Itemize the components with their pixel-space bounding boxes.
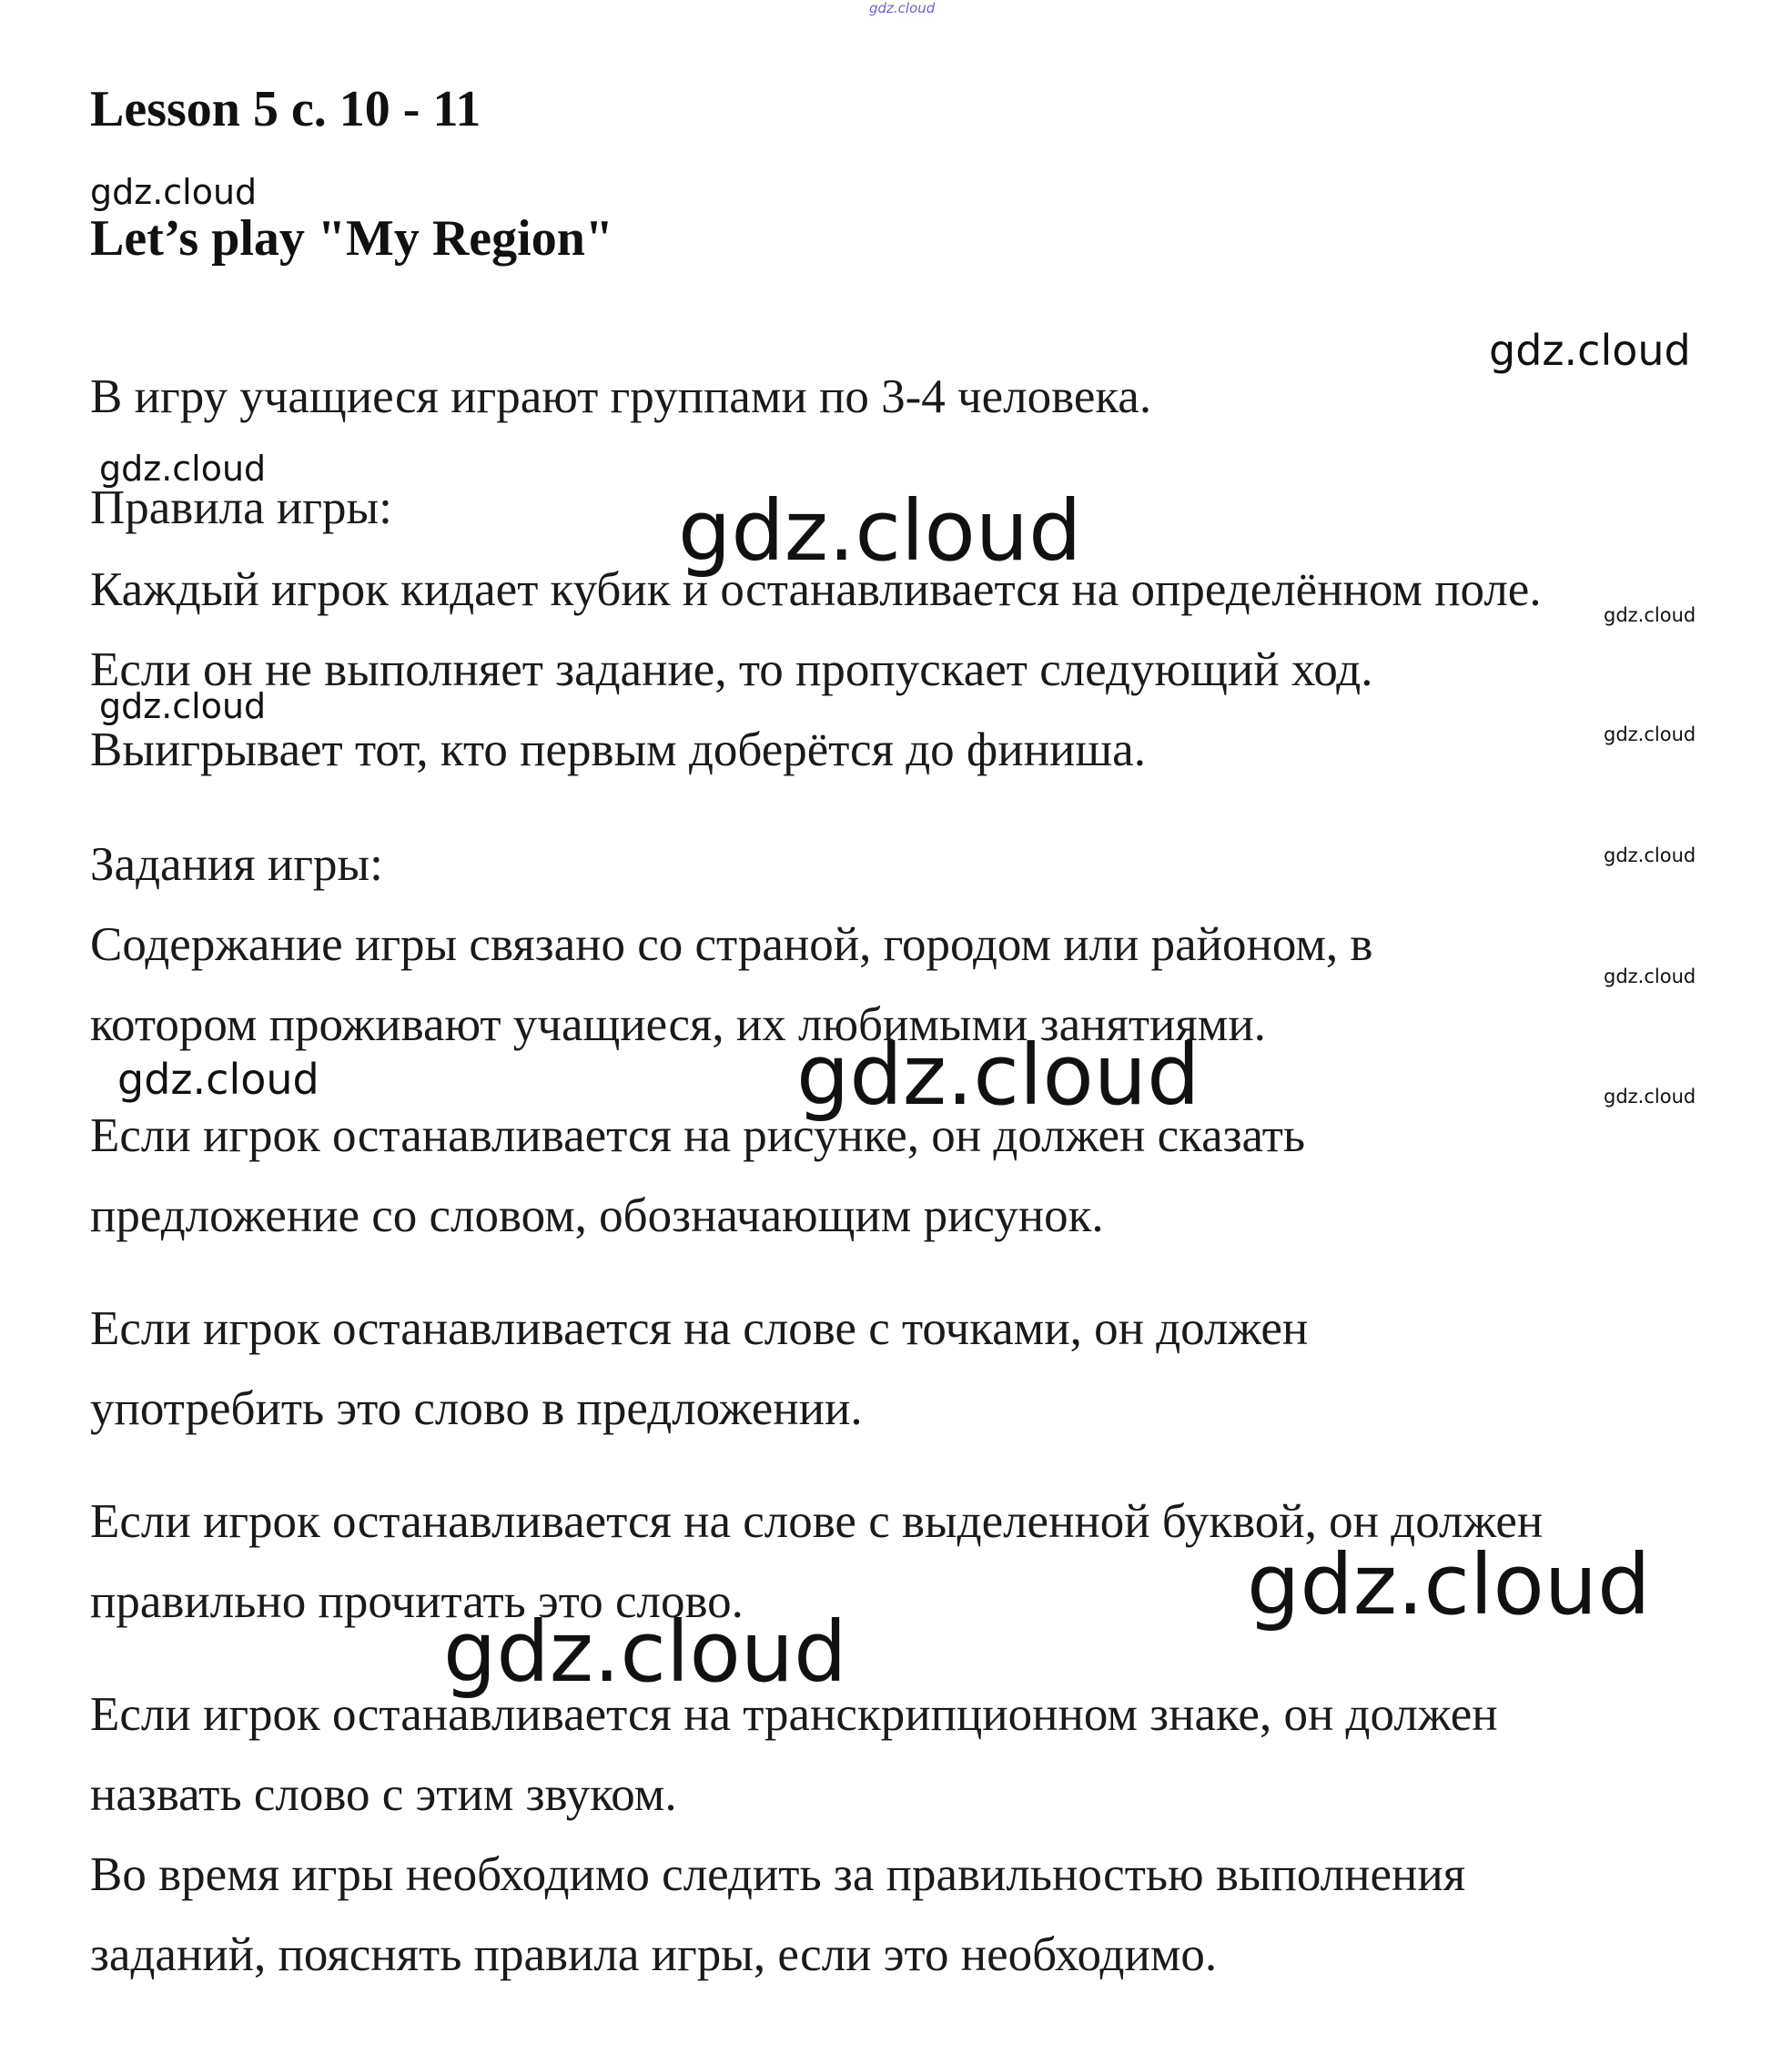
watermark: gdz.cloud — [99, 686, 267, 726]
watermark: gdz.cloud — [678, 482, 1082, 580]
watermark: gdz.cloud — [1604, 844, 1696, 866]
watermark: gdz.cloud — [1604, 723, 1696, 745]
intro-text: В игру учащиеся играют группами по 3-4 человека. — [90, 370, 1152, 423]
watermark: gdz.cloud — [869, 0, 936, 16]
lesson-title: Lesson 5 с. 10 - 11 — [90, 81, 481, 137]
tasks-line: Если игрок останавливается на рисунке, он должен сказать — [90, 1109, 1306, 1162]
tasks-line: употребить это слово в предложении. — [90, 1382, 863, 1435]
game-title: Let’s play "My Region" — [90, 210, 613, 267]
tasks-line: правильно прочитать это слово. — [90, 1575, 744, 1628]
rule-line: Выигрывает тот, кто первым доберётся до финиша. — [90, 723, 1146, 776]
watermark: gdz.cloud — [1604, 1086, 1696, 1107]
watermark: gdz.cloud — [99, 449, 267, 489]
tasks-line: Во время игры необходимо следить за правильностью выполнения — [90, 1848, 1466, 1901]
rules-heading: Правила игры: — [90, 481, 392, 534]
rule-line: Если он не выполняет задание, то пропускает следующий ход. — [90, 643, 1373, 696]
watermark: gdz.cloud — [1247, 1536, 1651, 1633]
tasks-line: котором проживают учащиеся, их любимыми занятиями. — [90, 998, 1266, 1051]
tasks-line: предложение со словом, обозначающим рисунок. — [90, 1189, 1104, 1242]
watermark: gdz.cloud — [117, 1055, 319, 1104]
tasks-line: Если игрок останавливается на слове с выделенной буквой, он должен — [90, 1495, 1544, 1548]
tasks-line: Содержание игры связано со страной, городом или районом, в — [90, 918, 1373, 971]
tasks-heading: Задания игры: — [90, 838, 383, 891]
tasks-line: заданий, пояснять правила игры, если это необходимо. — [90, 1928, 1218, 1981]
watermark: gdz.cloud — [90, 172, 258, 212]
watermark: gdz.cloud — [1604, 966, 1696, 987]
tasks-line: Если игрок останавливается на слове с точками, он должен — [90, 1302, 1309, 1355]
watermark: gdz.cloud — [443, 1603, 847, 1701]
watermark: gdz.cloud — [796, 1026, 1200, 1124]
watermark: gdz.cloud — [1604, 604, 1696, 626]
tasks-line: Если игрок останавливается на транскрипционном знаке, он должен — [90, 1688, 1498, 1741]
watermark: gdz.cloud — [1489, 326, 1691, 375]
rule-line: Каждый игрок кидает кубик и останавливается на определённом поле. — [90, 563, 1542, 616]
tasks-line: назвать слово с этим звуком. — [90, 1768, 677, 1821]
